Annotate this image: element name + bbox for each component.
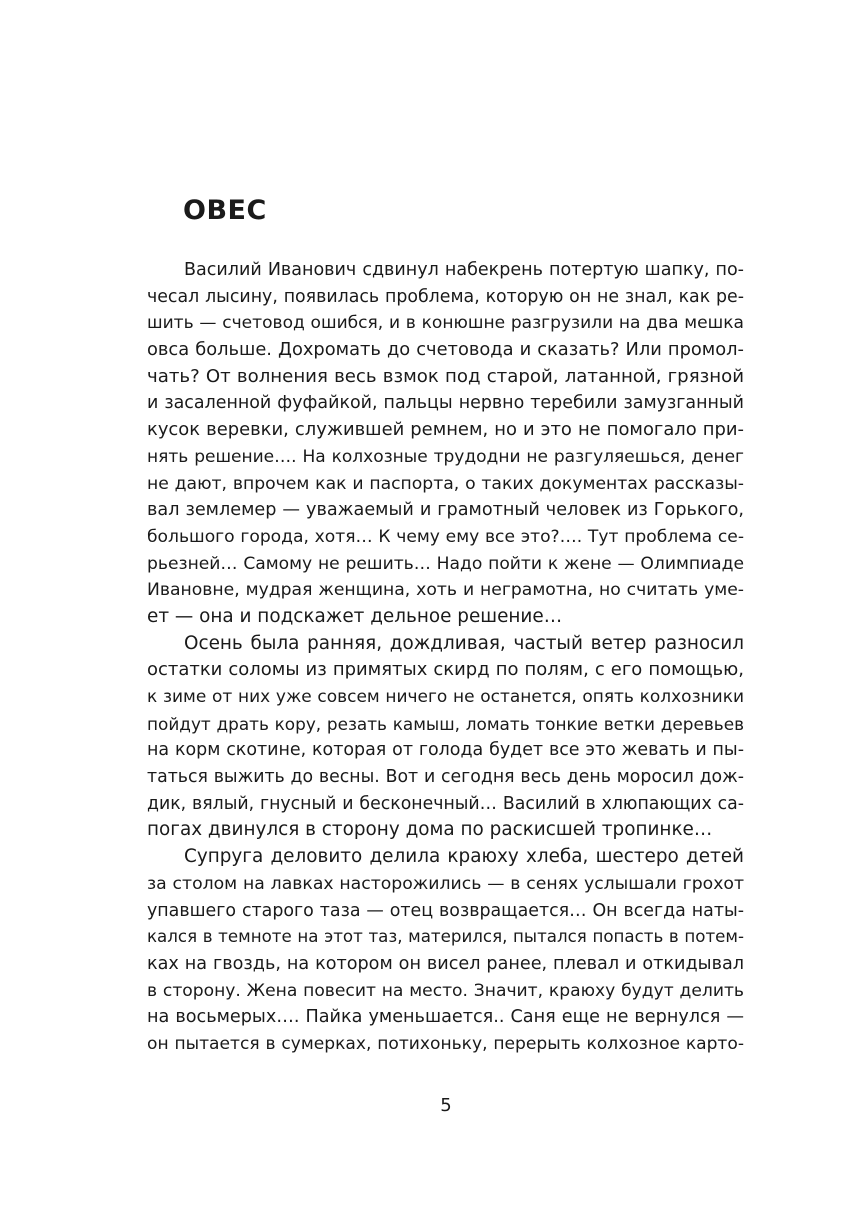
text-line: на корм скотине, которая от голода будет все это жевать и пы- <box>147 740 744 761</box>
paragraph <box>147 844 744 1058</box>
text-line: пойдут драть кору, резать камыш, ломать тонкие ветки деревьев <box>147 713 744 734</box>
text-line: чесал лысину, появилась проблема, которую он не знал, как ре- <box>147 286 744 307</box>
chapter-title: ОВЕС <box>183 195 267 226</box>
text-line: упавшего старого таза — отец возвращается… Он всегда наты- <box>147 900 744 921</box>
text-line: ет — она и подскажет дельное решение… <box>147 605 563 627</box>
text-line: и засаленной фуфайкой, пальцы нервно теребили замузганный <box>147 393 744 414</box>
text-line: шить — счетовод ошибся, и в конюшне разгрузили на два мешка <box>147 313 744 334</box>
body-text <box>147 257 744 1058</box>
text-line: Ивановне, мудрая женщина, хоть и неграмотна, но считать уме- <box>147 580 744 601</box>
paragraph <box>147 631 744 845</box>
text-line: он пытается в сумерках, потихоньку, перерыть колхозное карто- <box>147 1033 744 1054</box>
text-line: дик, вялый, гнусный и бесконечный… Василий в хлюпающих са- <box>147 793 744 814</box>
text-line: кался в темноте на этот таз, матерился, пытался попасть в потем- <box>147 927 744 947</box>
text-line: на восьмерых…. Пайка уменьшается.. Саня еще не вернулся — <box>147 1007 744 1028</box>
text-line: кусок веревки, служившей ремнем, но и это не помогало при- <box>147 419 744 441</box>
text-line: к зиме от них уже совсем ничего не останется, опять колхозники <box>147 687 744 707</box>
paragraph <box>147 257 744 631</box>
page-number: 5 <box>440 1095 452 1116</box>
text-line: ках на гвоздь, на котором он висел ранее, плевал и откидывал <box>147 953 744 974</box>
text-line: рьезней… Самому не решить… Надо пойти к жене — Олимпиаде <box>147 553 744 574</box>
text-line: Василий Иванович сдвинул набекрень потертую шапку, по- <box>184 260 744 280</box>
text-line: овса больше. Дохромать до счетовода и сказать? Или промол- <box>147 339 744 361</box>
text-line: в сторону. Жена повесит на место. Значит, краюху будут делить <box>147 980 744 1001</box>
text-line: не дают, впрочем как и паспорта, о таких документах рассказы- <box>147 473 744 494</box>
text-line: остатки соломы из примятых скирд по полям, с его помощью, <box>147 659 744 681</box>
text-line: большого города, хотя… К чему ему все это?…. Тут проблема се- <box>147 526 744 547</box>
text-line: за столом на лавках насторожились — в сенях услышали грохот <box>147 873 744 894</box>
text-line: погах двинулся в сторону дома по раскисшей тропинке… <box>147 819 713 841</box>
text-line: чать? От волнения весь взмок под старой, латанной, грязной <box>147 365 744 387</box>
text-line: нять решение…. На колхозные трудодни не разгуляешься, денег <box>147 446 744 467</box>
text-line: Супруга деловито делила краюху хлеба, шестеро детей <box>184 846 744 868</box>
text-line: таться выжить до весны. Вот и сегодня весь день моросил дож- <box>147 767 744 788</box>
text-line: Осень была ранняя, дождливая, частый ветер разносил <box>184 632 744 654</box>
text-line: вал землемер — уважаемый и грамотный человек из Горького, <box>147 500 744 521</box>
